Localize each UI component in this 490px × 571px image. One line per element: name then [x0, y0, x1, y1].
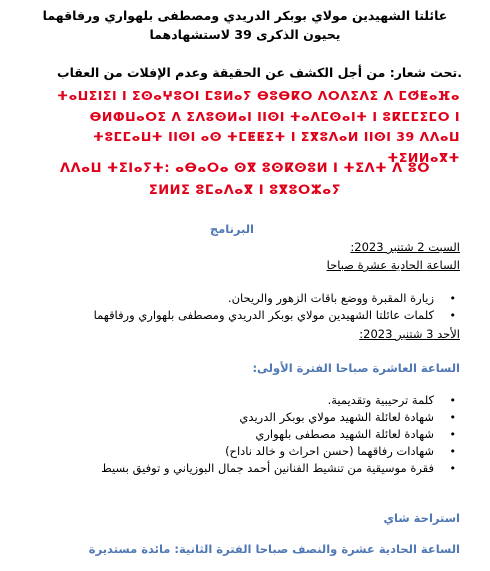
list-item: • كلمات عائلتا الشهيدين مولاي بوبكر الدريدي ومصطفى بلهواري ورفاقهما: [94, 307, 434, 324]
page-title: عائلتا الشهيدين مولاي بوبكر الدريدي ومصطفى بلهواري ورفاقهما يحيون الذكرى 39 لاستشهادهما: [42, 8, 448, 42]
slogan-arabic: .تحت شعار: من أجل الكشف عن الحقيقة وعدم الإفلات من العقاب: [57, 65, 462, 80]
day1-list: [94, 290, 460, 324]
session2-heading: الساعة الحادية عشرة والنصف صباحا الفترة الثانية: مائدة مستديرة: [88, 542, 460, 556]
session1-list: [101, 392, 460, 477]
list-item: • كلمة ترحيبية وتقديمية.: [101, 392, 434, 409]
slogan-amazigh: ⵜⴰⵡⵉⵏⵉⵏ ⵏ ⵉⵙⴰⵖⵓⵔⵏ ⵎⵓⵍⴰⵢ ⴱⵓⴱⴽⵔ ⴷⵔⴷⵉⴷⵉ ⴷ ⵎⵚⵟⴰⴼⴰ ⴱⵍⵀⵡⴰⵔⵉ ⴷ ⵉⴷⵓⵙⵍⴰⵏ ⵏⵏⵙⵏ ⵜⴰⴷⵎⵙⴰⵏⵜ ⵏ ⵓⴽⵎⵎⵉⵎⵔ ⵏ ⵜⵓⵎⵎⴰⵡⵜ ⵏⵏⵙⵏ ⴰⵙ ⵜⵎⵟⵟⵉⵜ ⵏ ⵉⴳⵓⴷⴰⵍ ⵏⵏⵙⵏ 39 ⴷⴷⴰⵡ ⵜⵉⵍⵍⴰⴳⵜ: [57, 88, 460, 165]
list-item: • شهادة لعائلة الشهيد مصطفى بلهواري: [101, 426, 434, 443]
day1-date: السبت 2 شتنبر 2023:: [350, 240, 460, 254]
program-heading: البرنامج: [209, 222, 254, 236]
day2-date: الأحد 3 شتنبر 2023:: [359, 327, 460, 341]
list-item: • شهادات رفاقهما (حسن احراث و خالد ناداح): [101, 443, 434, 460]
list-item: • زيارة المقبرة ووضع باقات الزهور والريحان.: [94, 290, 434, 307]
session1-heading: الساعة العاشرة صباحا الفترة الأولى:: [252, 361, 460, 375]
list-item: • فقرة موسيقية من تنشيط الفنانين أحمد جمال البوزياني و توفيق بسيط: [101, 460, 434, 477]
slogan-amazigh-2: ⴷⴷⴰⵡ ⵜⵉⵏⴰⵢⵜ: ⴰⴱⴰⵔⴰ ⵙⴳ ⵓⵙⴽⵙⵓⵍ ⵏ ⵜⵉⴷⵜ ⴷ ⵓⵔ ⵉⵍⵍⵉ ⵓⵎⴰⴷⴰⴳ ⵏ ⵓⴳⵓⵔⵣⴰⵢ: [60, 161, 430, 198]
break-heading: استراحة شاي: [383, 511, 460, 525]
day1-time: الساعة الحادية عشرة صباحا: [326, 258, 460, 272]
list-item: • شهادة لعائلة الشهيد مولاي بوبكر الدريدي: [101, 409, 434, 426]
